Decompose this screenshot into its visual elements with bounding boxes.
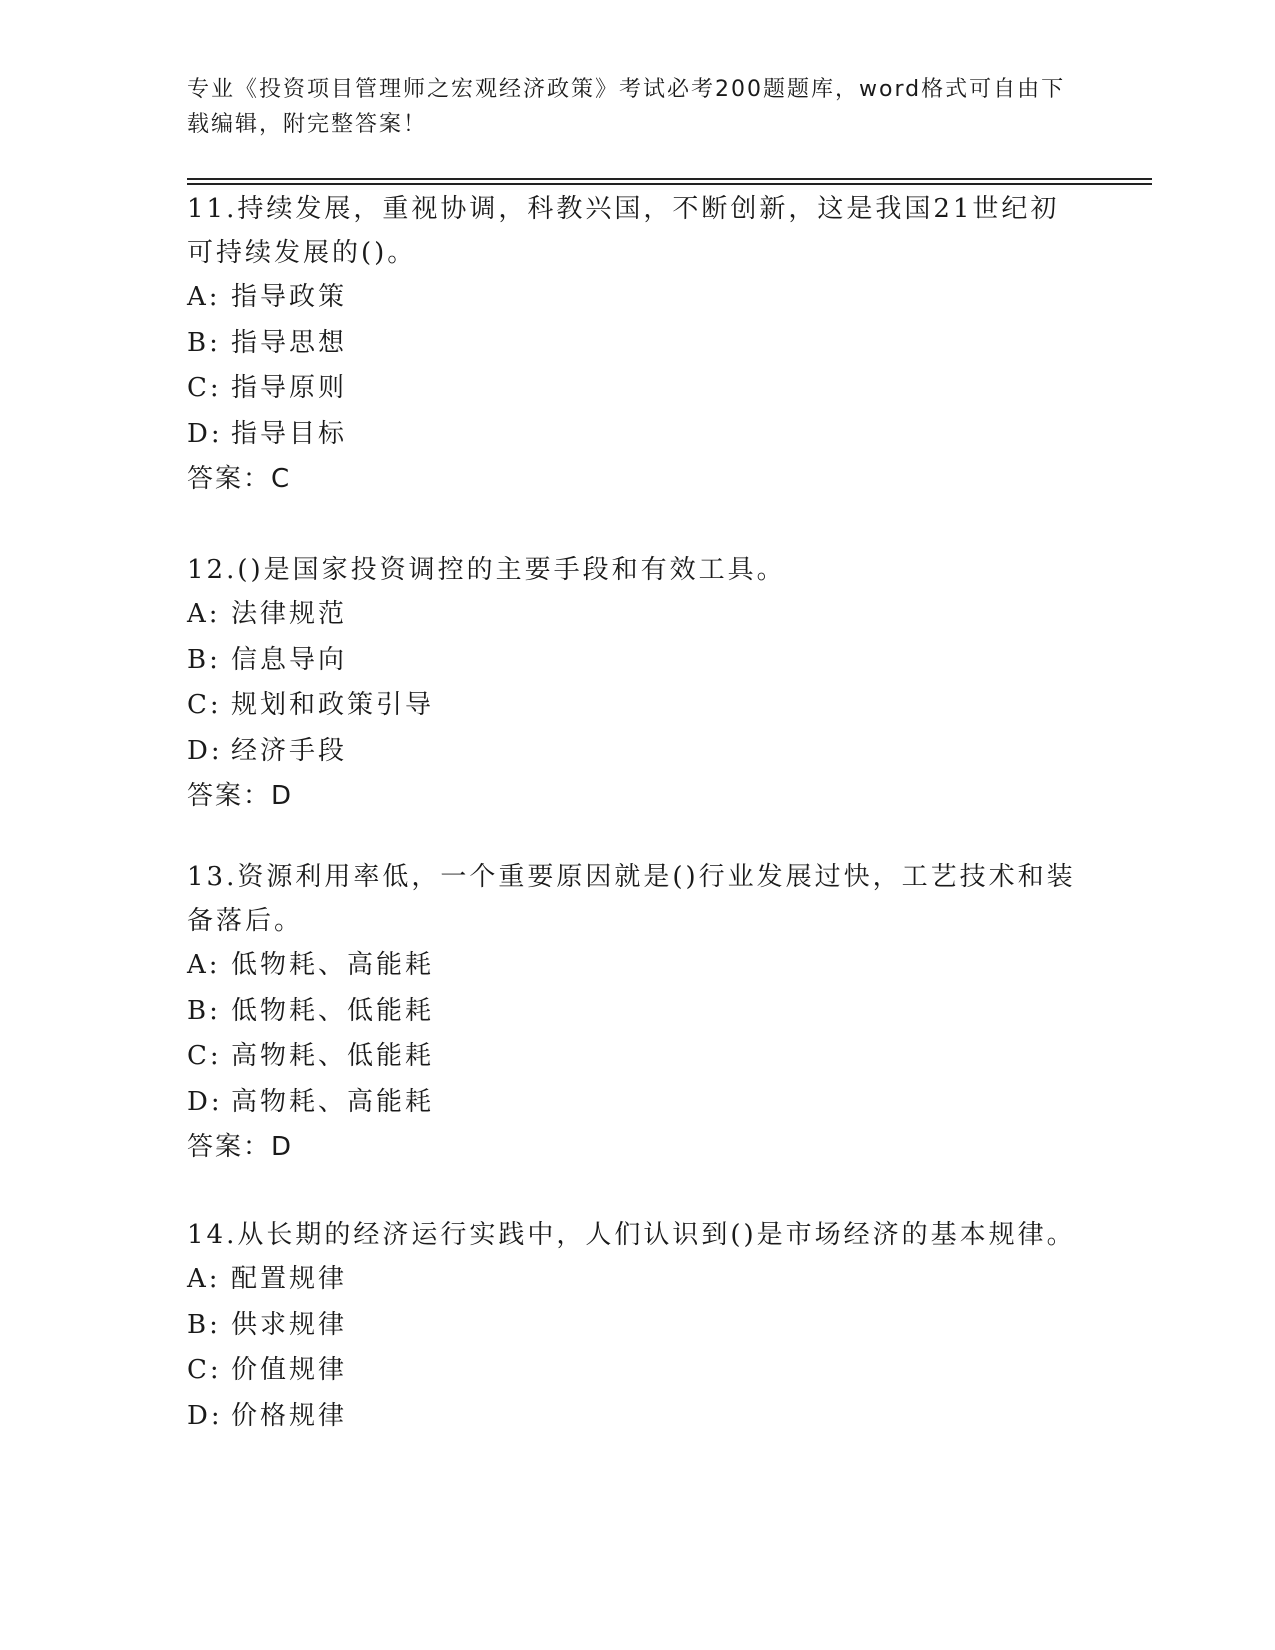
option-b: [187, 1303, 1087, 1349]
option-text: 信息导向: [231, 644, 348, 675]
question-stem: 12.()是国家投资调控的主要手段和有效工具。: [187, 555, 786, 585]
answer: 答案：D: [187, 1132, 294, 1162]
option-a: [187, 1257, 1087, 1303]
option-key: B:: [187, 644, 221, 675]
option-d: [187, 729, 1087, 775]
option-key: C:: [187, 690, 222, 720]
option-key: A:: [187, 599, 221, 629]
option-c: [187, 1034, 1087, 1080]
option-a: [187, 275, 1087, 321]
option-key: C:: [187, 1355, 222, 1385]
option-key: A:: [187, 282, 221, 312]
option-c: [187, 366, 1087, 412]
option-d: [187, 1394, 1087, 1440]
option-text: 经济手段: [231, 735, 348, 766]
question-12: [187, 548, 1087, 819]
option-key: A:: [187, 950, 221, 980]
option-d: [187, 412, 1087, 458]
option-text: 指导政策: [231, 282, 348, 312]
option-text: 低物耗、高能耗: [231, 950, 435, 980]
header-divider-bottom: [187, 183, 1152, 185]
option-b: [187, 321, 1087, 367]
option-a: [187, 592, 1087, 638]
option-text: 价格规律: [231, 1400, 348, 1431]
option-b: [187, 638, 1087, 684]
question-stem: 13.资源利用率低，一个重要原因就是()行业发展过快，工艺技术和装备落后。: [187, 862, 1076, 936]
option-text: 高物耗、高能耗: [231, 1086, 435, 1117]
option-text: 高物耗、低能耗: [231, 1041, 435, 1071]
option-text: 指导目标: [231, 418, 348, 449]
option-key: A:: [187, 1264, 221, 1294]
option-key: D:: [187, 735, 223, 766]
question-14: [187, 1213, 1087, 1439]
document-header: 专业《投资项目管理师之宏观经济政策》考试必考200题题库，word格式可自由下载编辑，附完整答案！: [187, 77, 1066, 137]
option-key: D:: [187, 418, 223, 449]
option-a: [187, 943, 1087, 989]
answer: 答案：C: [187, 464, 292, 494]
option-key: D:: [187, 1400, 223, 1431]
option-text: 规划和政策引导: [231, 690, 435, 720]
option-key: D:: [187, 1086, 223, 1117]
question-11: [187, 187, 1087, 502]
option-text: 低物耗、低能耗: [231, 995, 435, 1026]
question-13: [187, 855, 1087, 1170]
option-key: B:: [187, 995, 221, 1026]
option-d: [187, 1080, 1087, 1126]
option-key: B:: [187, 327, 221, 358]
answer: 答案：D: [187, 781, 294, 811]
option-text: 配置规律: [231, 1264, 348, 1294]
option-c: [187, 683, 1087, 729]
option-c: [187, 1348, 1087, 1394]
option-text: 价值规律: [231, 1355, 348, 1385]
option-key: C:: [187, 1041, 222, 1071]
option-text: 法律规范: [231, 599, 348, 629]
option-key: C:: [187, 373, 222, 403]
option-text: 指导原则: [231, 373, 348, 403]
option-text: 供求规律: [231, 1309, 348, 1340]
option-key: B:: [187, 1309, 221, 1340]
question-stem: 11.持续发展，重视协调，科教兴国，不断创新，这是我国21世纪初可持续发展的()。: [187, 194, 1060, 268]
option-text: 指导思想: [231, 327, 348, 358]
option-b: [187, 989, 1087, 1035]
header-divider-top: [187, 178, 1152, 180]
question-stem: 14.从长期的经济运行实践中，人们认识到()是市场经济的基本规律。: [187, 1220, 1076, 1250]
